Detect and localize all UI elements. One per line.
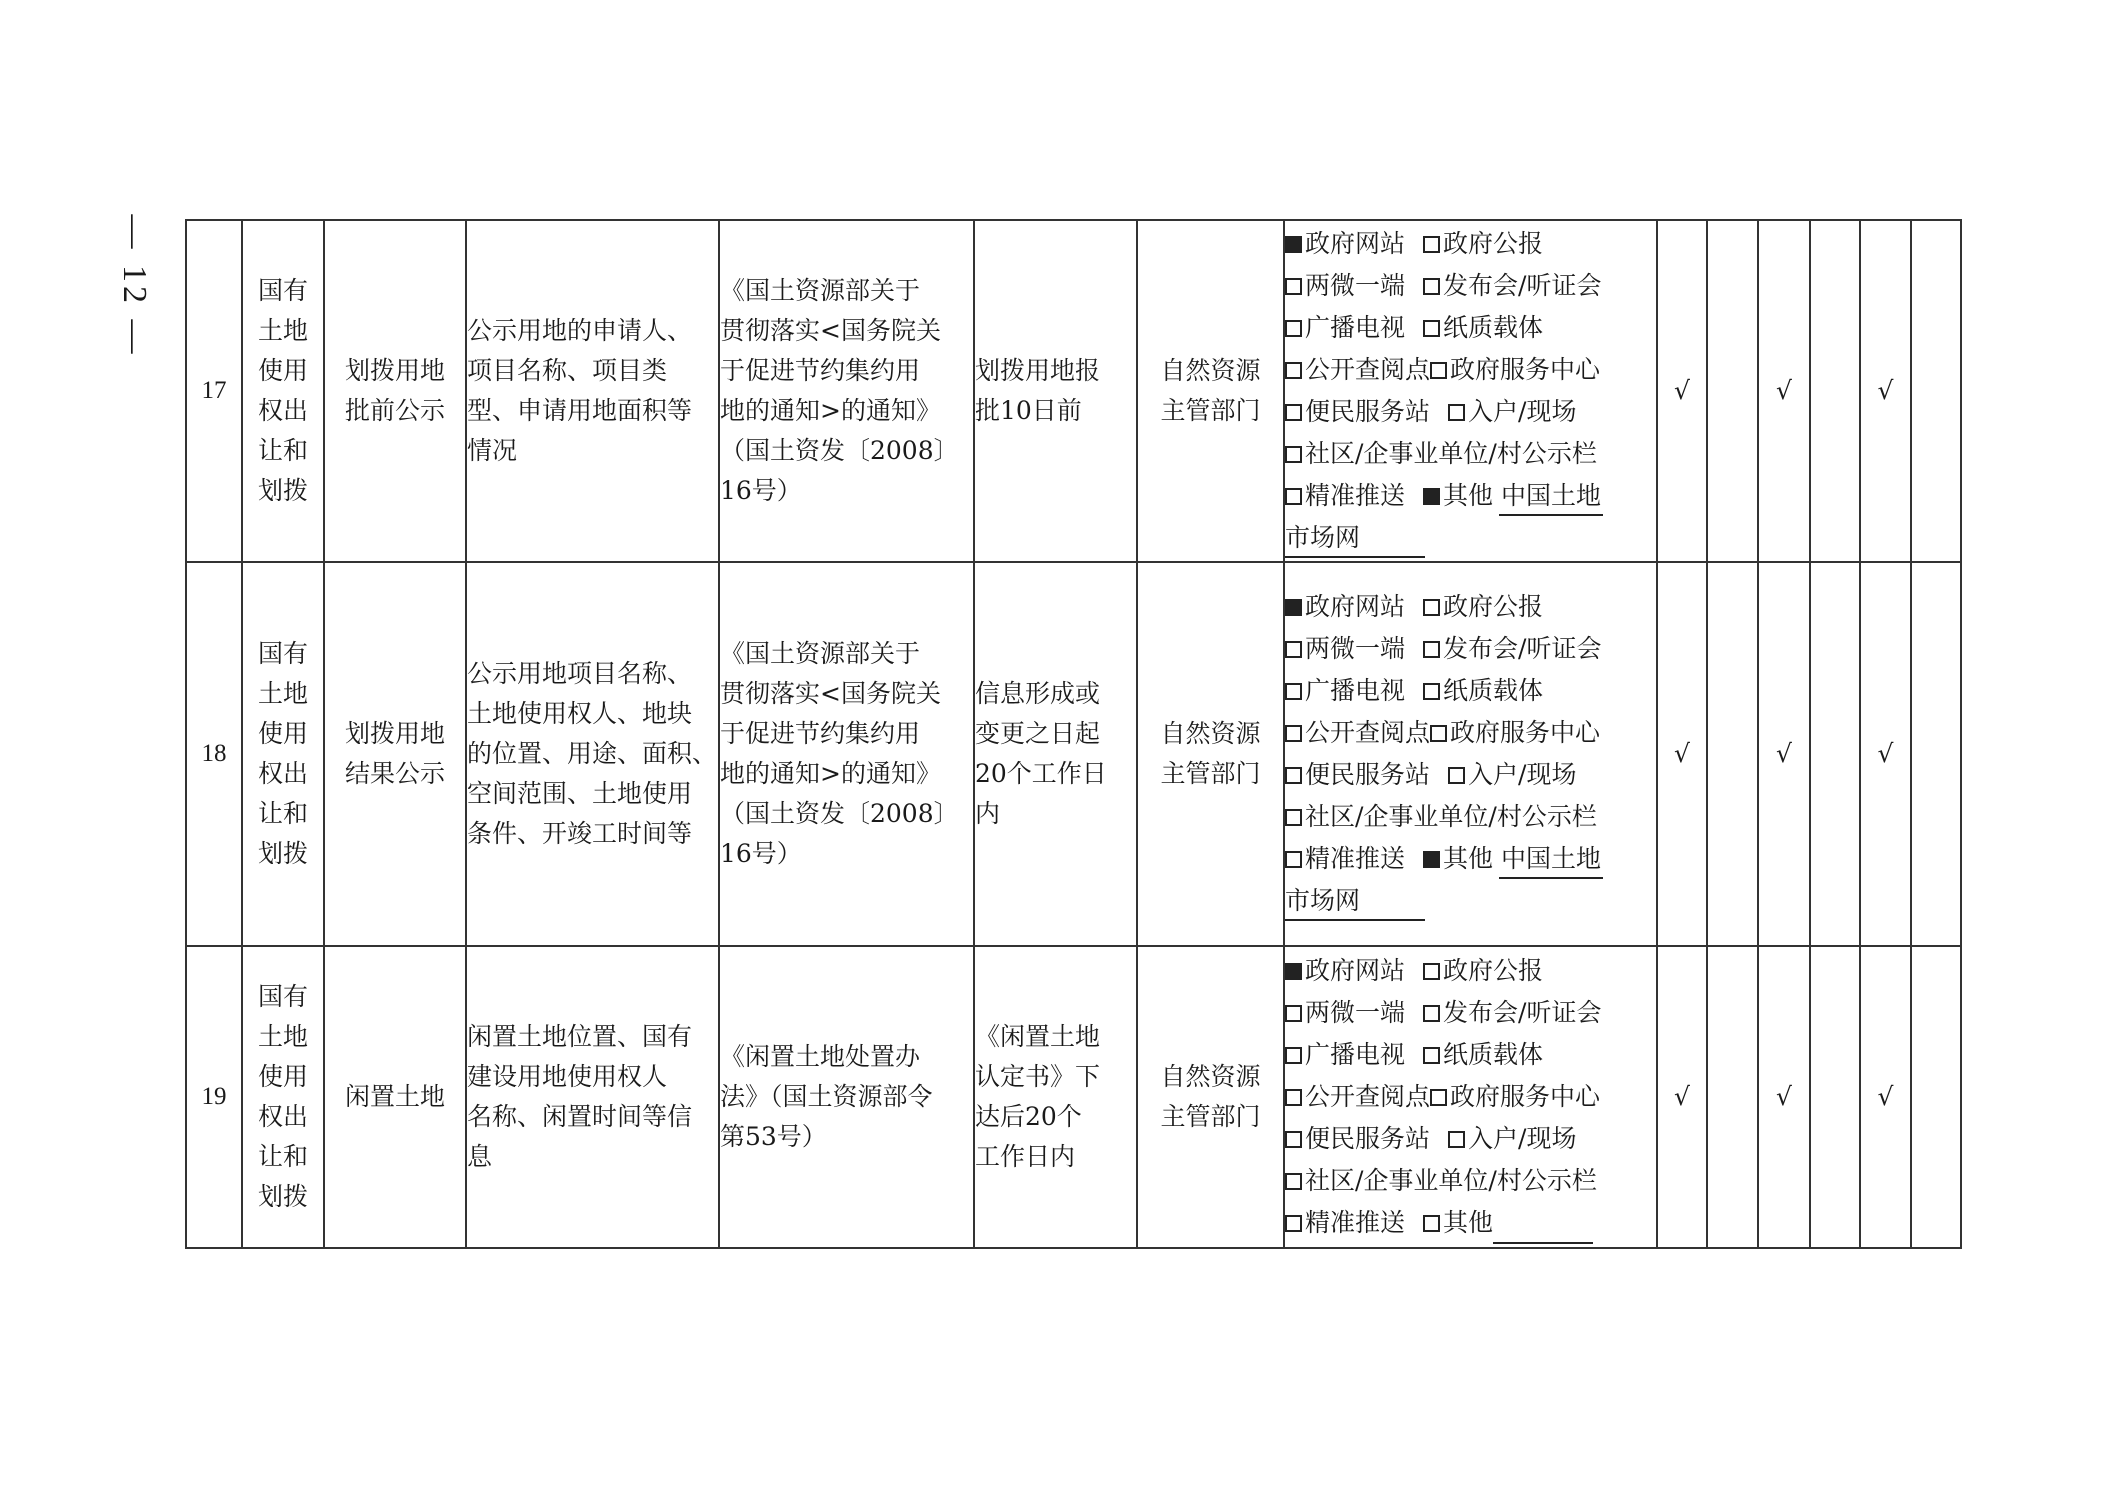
unchecked-box-icon [1423,683,1440,700]
item-cell: 划拨用地 结果公示 [324,562,466,946]
content-cell: 公示用地的申请人、 项目名称、项目类 型、申请用地面积等 情况 [466,220,719,562]
department-cell: 自然资源 主管部门 [1137,562,1284,946]
row-number: 18 [186,562,242,946]
check-cell [1707,946,1758,1248]
unchecked-box-icon [1285,767,1302,784]
check-cell: √ [1758,946,1810,1248]
check-cell: √ [1657,562,1707,946]
content-cell: 公示用地项目名称、 土地使用权人、地块 的位置、用途、面积、 空间范围、土地使用 条件、开竣工时间等 [466,562,719,946]
other-channel-value: 中国土地 [1499,478,1603,516]
other-channel-value: 市场网 [1285,883,1425,921]
check-cell: √ [1657,946,1707,1248]
unchecked-box-icon [1430,1089,1447,1106]
basis-cell: 《闲置土地处置办 法》（国土资源部令 第53号） [719,946,974,1248]
checked-box-icon [1285,599,1302,616]
unchecked-box-icon [1285,641,1302,658]
row-number: 17 [186,220,242,562]
basis-cell: 《国土资源部关于 贯彻落实<国务院关 于促进节约集约用 地的通知>的通知》 （国土资发〔2008〕 16号） [719,562,974,946]
unchecked-box-icon [1423,236,1440,253]
other-channel-value: 中国土地 [1499,841,1603,879]
other-channel-value: 市场网 [1285,520,1425,558]
unchecked-box-icon [1285,404,1302,421]
unchecked-box-icon [1285,278,1302,295]
unchecked-box-icon [1423,963,1440,980]
checked-box-icon [1423,851,1440,868]
check-cell: √ [1657,220,1707,562]
department-cell: 自然资源 主管部门 [1137,220,1284,562]
other-channel-blank [1493,1214,1593,1244]
basis-cell: 《国土资源部关于 贯彻落实<国务院关 于促进节约集约用 地的通知>的通知》 （国土资发〔2008〕 16号） [719,220,974,562]
category-cell: 国有 土地 使用 权出 让和 划拨 [242,946,324,1248]
check-cell [1810,946,1860,1248]
time-limit-cell: 信息形成或 变更之日起 20个工作日 内 [974,562,1137,946]
check-cell: √ [1860,562,1911,946]
check-cell [1911,946,1961,1248]
channels-cell: 政府网站 政府公报 两微一端 发布会/听证会 广播电视 纸质载体 公开查阅点 政府服务中心 便民服务站 入户/现场 社区/企事业单位/村公示栏 精准推送 其他 [1284,946,1657,1248]
channels-cell: 政府网站 政府公报 两微一端 发布会/听证会 广播电视 纸质载体 公开查阅点 政府服务中心 便民服务站 入户/现场 社区/企事业单位/村公示栏 精准推送 其他 中国土地 市场网 [1284,562,1657,946]
item-cell: 划拨用地 批前公示 [324,220,466,562]
check-cell [1911,220,1961,562]
content-cell: 闲置土地位置、国有 建设用地使用权人 名称、闲置时间等信 息 [466,946,719,1248]
table-row [186,220,1961,562]
checked-box-icon [1285,236,1302,253]
unchecked-box-icon [1285,1173,1302,1190]
unchecked-box-icon [1285,725,1302,742]
check-cell [1810,562,1860,946]
check-cell: √ [1860,946,1911,1248]
unchecked-box-icon [1285,446,1302,463]
unchecked-box-icon [1423,1005,1440,1022]
check-cell: √ [1758,220,1810,562]
unchecked-box-icon [1285,362,1302,379]
check-cell [1707,562,1758,946]
unchecked-box-icon [1423,641,1440,658]
page-number: — 12 — [116,214,153,358]
unchecked-box-icon [1423,599,1440,616]
unchecked-box-icon [1423,278,1440,295]
check-cell: √ [1860,220,1911,562]
table-row [186,946,1961,1248]
time-limit-cell: 划拨用地报 批10日前 [974,220,1137,562]
channels-cell: 政府网站 政府公报 两微一端 发布会/听证会 广播电视 纸质载体 公开查阅点 政府服务中心 便民服务站 入户/现场 社区/企事业单位/村公示栏 精准推送 其他 中国土地 市场网 [1284,220,1657,562]
unchecked-box-icon [1448,767,1465,784]
unchecked-box-icon [1285,1131,1302,1148]
unchecked-box-icon [1430,725,1447,742]
category-cell: 国有 土地 使用 权出 让和 划拨 [242,220,324,562]
department-cell: 自然资源 主管部门 [1137,946,1284,1248]
category-cell: 国有 土地 使用 权出 让和 划拨 [242,562,324,946]
unchecked-box-icon [1285,683,1302,700]
unchecked-box-icon [1285,1215,1302,1232]
unchecked-box-icon [1285,320,1302,337]
check-cell [1911,562,1961,946]
unchecked-box-icon [1285,1047,1302,1064]
unchecked-box-icon [1448,404,1465,421]
item-cell: 闲置土地 [324,946,466,1248]
checked-box-icon [1285,963,1302,980]
unchecked-box-icon [1423,1047,1440,1064]
checked-box-icon [1423,488,1440,505]
unchecked-box-icon [1285,1005,1302,1022]
unchecked-box-icon [1285,1089,1302,1106]
table-row [186,562,1961,946]
row-number: 19 [186,946,242,1248]
unchecked-box-icon [1430,362,1447,379]
time-limit-cell: 《闲置土地 认定书》下 达后20个 工作日内 [974,946,1137,1248]
check-cell: √ [1758,562,1810,946]
unchecked-box-icon [1285,809,1302,826]
check-cell [1707,220,1758,562]
unchecked-box-icon [1448,1131,1465,1148]
unchecked-box-icon [1285,488,1302,505]
unchecked-box-icon [1423,320,1440,337]
unchecked-box-icon [1423,1215,1440,1232]
disclosure-table [185,219,1962,1249]
unchecked-box-icon [1285,851,1302,868]
check-cell [1810,220,1860,562]
